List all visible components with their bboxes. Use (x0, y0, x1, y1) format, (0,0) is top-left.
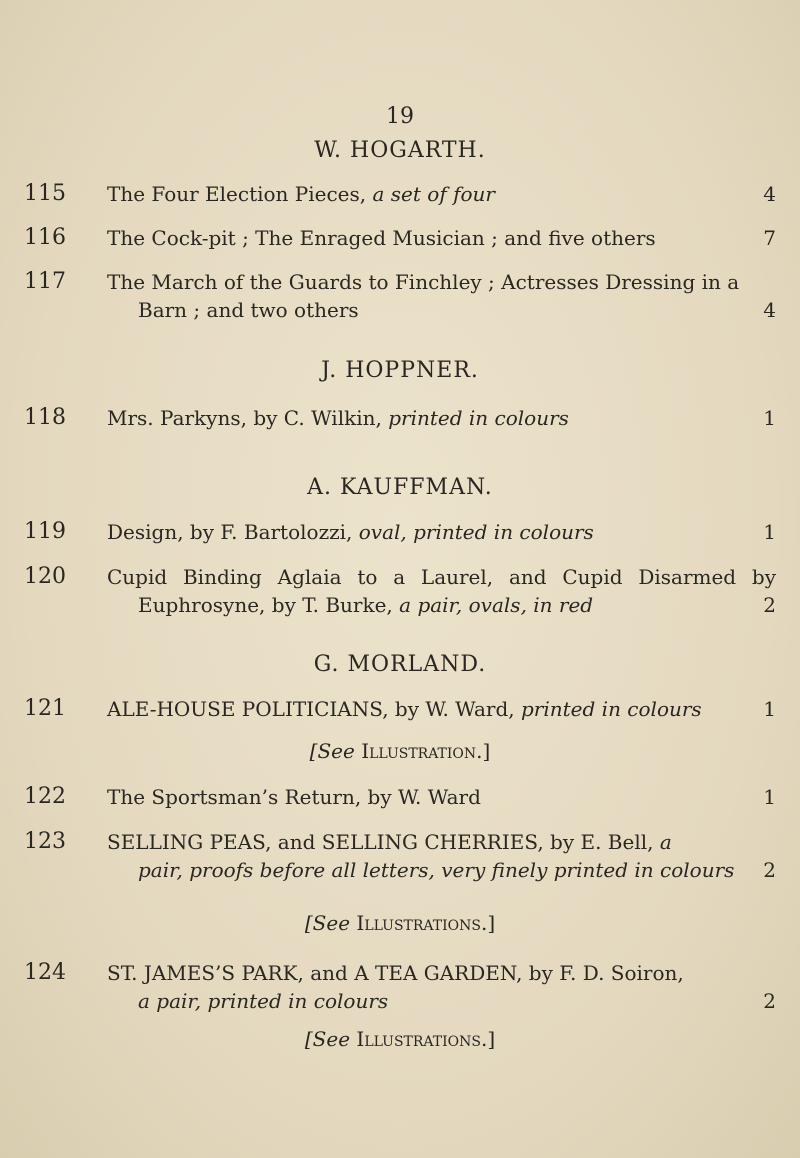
lot-quantity: 2 (763, 858, 776, 882)
lot-description-continued: a pair, printed in colours (138, 989, 389, 1013)
lot-description: The Four Election Pieces, a set of four (107, 182, 495, 206)
lot-quantity: 1 (763, 697, 776, 721)
lot-quantity: 4 (763, 298, 776, 322)
lot-description: Design, by F. Bartolozzi, oval, printed in colours (107, 520, 594, 544)
page-number: 19 (386, 104, 414, 129)
lot-quantity: 2 (763, 593, 776, 617)
lot-number: 117 (24, 269, 66, 294)
see-illustration-note: [See Illustration.] (309, 739, 491, 763)
lot-description-continued: Barn ; and two others (138, 298, 359, 322)
lot-number: 120 (24, 564, 66, 589)
lot-quantity: 2 (763, 989, 776, 1013)
section-heading-hogarth: W. HOGARTH. (314, 138, 486, 163)
lot-quantity: 1 (763, 785, 776, 809)
section-heading-kauffman: A. KAUFFMAN. (307, 475, 493, 500)
lot-description: Mrs. Parkyns, by C. Wilkin, printed in colours (107, 406, 569, 430)
lot-description-continued: pair, proofs before all letters, very finely printed in colours (138, 858, 735, 882)
lot-quantity: 4 (763, 182, 776, 206)
see-illustrations-note: [See Illustrations.] (304, 1027, 496, 1051)
see-illustrations-note: [See Illustrations.] (304, 911, 496, 935)
lot-number: 124 (24, 960, 66, 985)
lot-quantity: 1 (763, 520, 776, 544)
lot-number: 122 (24, 784, 66, 809)
lot-number: 121 (24, 696, 66, 721)
lot-description: The Cock-pit ; The Enraged Musician ; and five others (107, 226, 656, 250)
lot-description: SELLING PEAS, and SELLING CHERRIES, by E. Bell, a (107, 830, 672, 854)
lot-description: Cupid Binding Aglaia to a Laurel, and Cupid Disarmed by (107, 565, 776, 589)
lot-number: 123 (24, 829, 66, 854)
lot-number: 119 (24, 519, 66, 544)
lot-description: The Sportsman’s Return, by W. Ward (107, 785, 481, 809)
section-heading-morland: G. MORLAND. (313, 652, 487, 677)
lot-description: ST. JAMES’S PARK, and A TEA GARDEN, by F. D. Soiron, (107, 961, 684, 985)
lot-quantity: 1 (763, 406, 776, 430)
lot-quantity: 7 (763, 226, 776, 250)
lot-description-continued: Euphrosyne, by T. Burke, a pair, ovals, in red (138, 593, 594, 617)
lot-description: The March of the Guards to Finchley ; Actresses Dressing in a (107, 270, 740, 294)
lot-number: 115 (24, 181, 66, 206)
section-heading-hoppner: J. HOPPNER. (321, 358, 479, 383)
lot-number: 118 (24, 405, 66, 430)
lot-description: ALE-HOUSE POLITICIANS, by W. Ward, printed in colours (107, 697, 702, 721)
lot-number: 116 (24, 225, 66, 250)
